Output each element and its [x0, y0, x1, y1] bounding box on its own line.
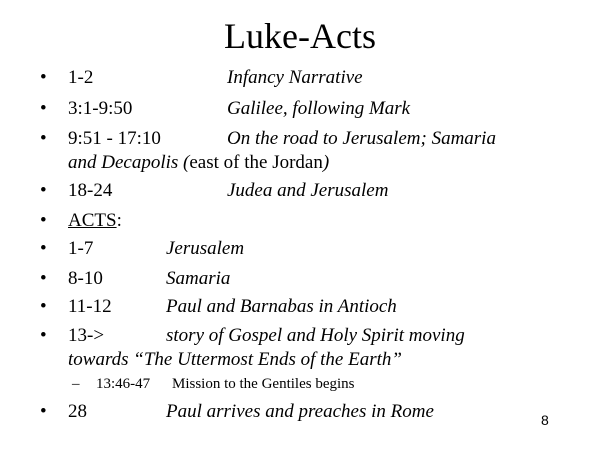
item-description: story of Gospel and Holy Spirit moving [166, 325, 465, 346]
bullet-icon: • [40, 180, 47, 201]
item-description: Infancy Narrative [227, 67, 363, 88]
chapter-range: 8-10 [68, 268, 103, 289]
item-description: Paul arrives and preaches in Rome [166, 401, 434, 422]
dash-icon: – [72, 376, 80, 392]
bullet-icon: • [40, 401, 47, 422]
continued-text-a: and Decapolis ( [68, 152, 190, 173]
bullet-icon: • [40, 268, 47, 289]
item-description: Judea and Jerusalem [227, 180, 389, 201]
bullet-icon: • [40, 128, 47, 149]
bullet-icon: • [40, 67, 47, 88]
verse-range: 13:46-47 [96, 376, 151, 392]
acts-colon: : [116, 210, 122, 231]
acts-label: ACTS [68, 210, 117, 231]
item-description: Samaria [166, 268, 231, 289]
bullet-icon: • [40, 238, 47, 259]
item-description: Jerusalem [166, 238, 245, 259]
item-description: Galilee, following Mark [227, 98, 411, 119]
item-description: Paul and Barnabas in Antioch [166, 296, 397, 317]
continued-text-c: ) [322, 152, 330, 173]
chapter-range: 18-24 [68, 180, 113, 201]
sub-item-description: Mission to the Gentiles begins [172, 376, 355, 392]
slide-title: Luke-Acts [224, 16, 376, 56]
chapter-range: 1-7 [68, 238, 94, 259]
bullet-icon: • [40, 210, 47, 231]
chapter-range: 1-2 [68, 67, 94, 88]
chapter-range: 28 [68, 401, 87, 422]
item-description-continued: towards “The Uttermost Ends of the Earth” [68, 349, 402, 370]
item-description-continued [68, 148, 329, 178]
chapter-range: 13-> [68, 325, 105, 346]
bullet-icon: • [40, 296, 47, 317]
continued-text-b: east of the Jordan [189, 152, 323, 173]
item-description: On the road to Jerusalem; Samaria [227, 128, 496, 149]
chapter-range: 9:51 - 17:10 [68, 128, 161, 149]
acts-heading [68, 206, 122, 236]
bullet-icon: • [40, 325, 47, 346]
page-number: 8 [541, 412, 549, 428]
bullet-icon: • [40, 98, 47, 119]
chapter-range: 3:1-9:50 [68, 98, 133, 119]
chapter-range: 11-12 [68, 296, 112, 317]
